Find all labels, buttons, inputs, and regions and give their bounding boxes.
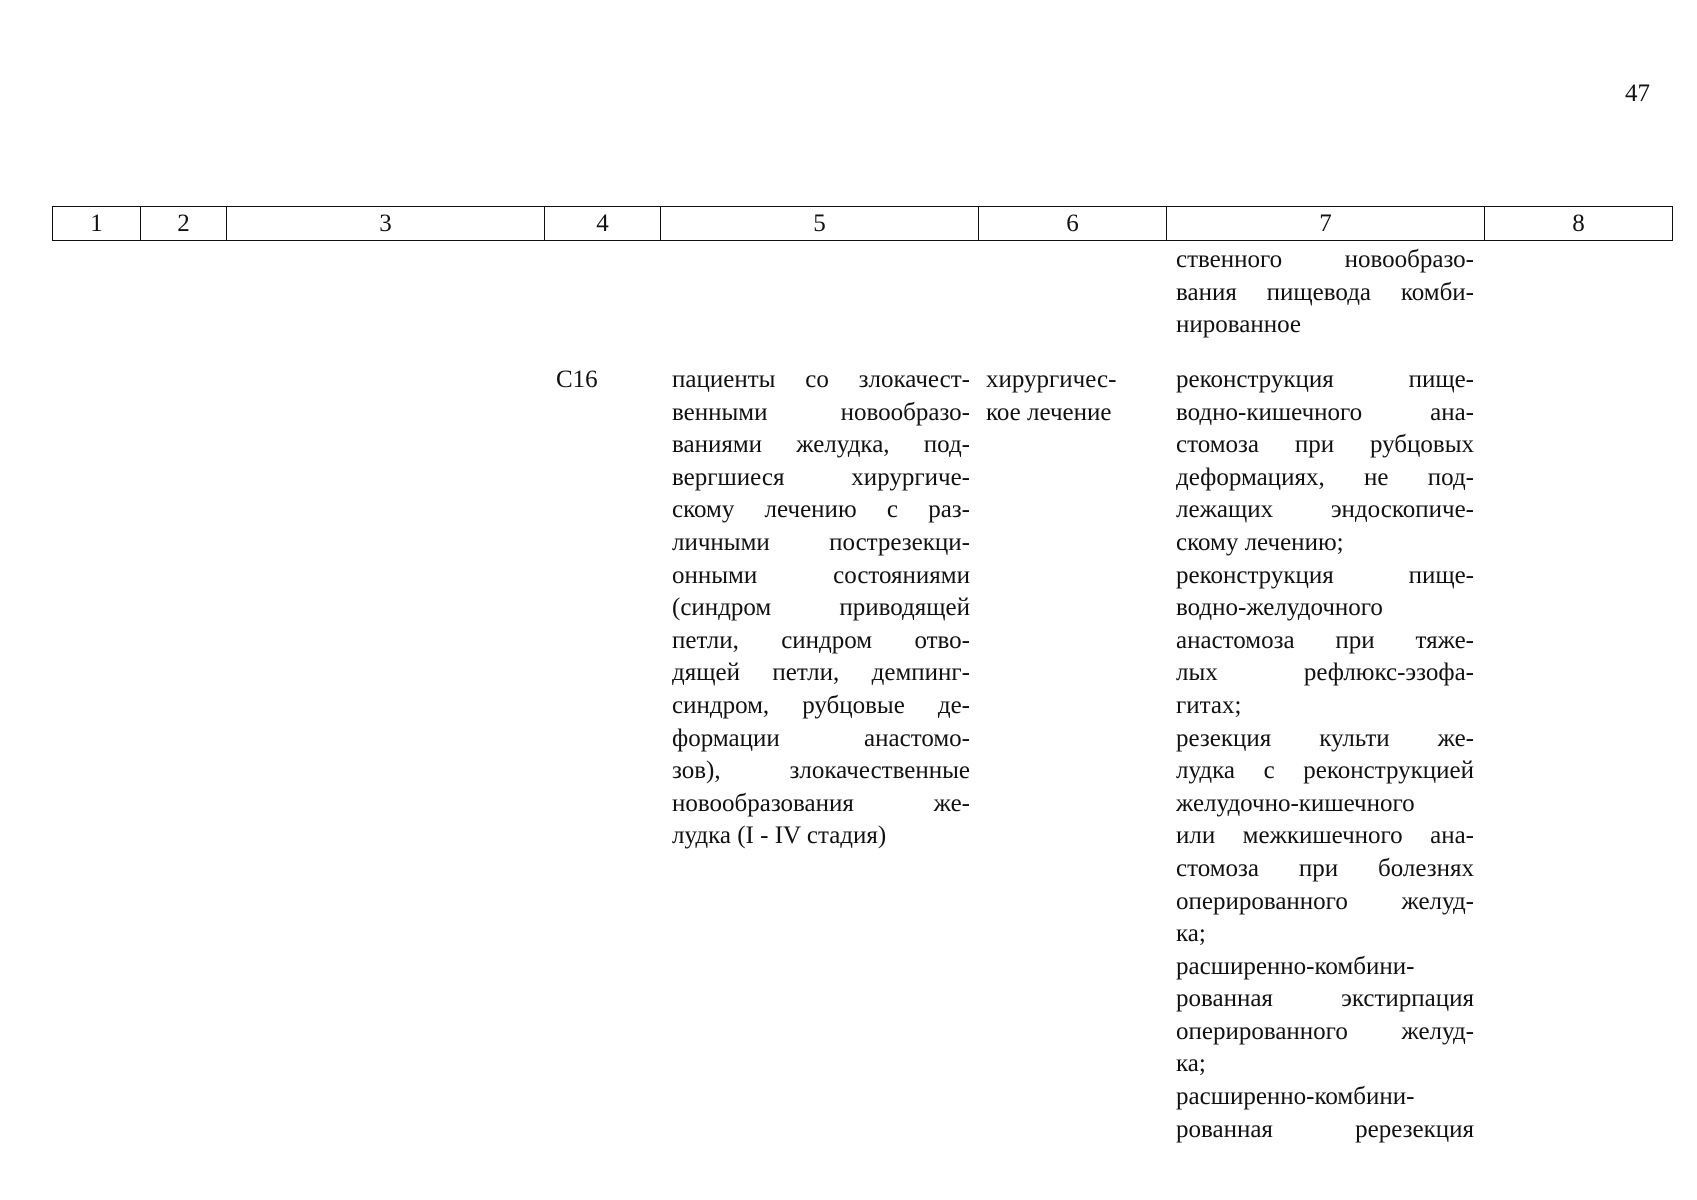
- text-line: оперированного желуд-: [1176, 1017, 1474, 1045]
- column-header-3: 3: [227, 207, 545, 241]
- text-line: венными новообразо-: [672, 398, 970, 426]
- text-line: пациенты со злокачест-: [672, 366, 970, 393]
- column-header-table: [52, 206, 1673, 241]
- text-line: петли, синдром отво-: [672, 626, 970, 654]
- text-line: реконструкция пище-: [1176, 366, 1474, 393]
- text-line: или межкишечного ана-: [1176, 822, 1474, 850]
- text-line: расширенно-комбини-: [1176, 952, 1415, 980]
- text-line: стомоза при болезнях: [1176, 854, 1474, 882]
- text-line: стомоза при рубцовых: [1176, 431, 1474, 459]
- column-header-4: 4: [545, 207, 661, 241]
- text-line: онными состояниями: [672, 561, 970, 589]
- treatment-type-text: [986, 364, 1166, 429]
- text-line: синдром, рубцовые де-: [672, 691, 970, 719]
- text-line: водно-желудочного: [1176, 594, 1383, 622]
- text-line: скому лечению;: [1176, 528, 1344, 556]
- text-line: анастомоза при тяже-: [1176, 626, 1474, 654]
- text-line: зов), злокачественные: [672, 757, 970, 785]
- text-line: реконструкция пище-: [1176, 561, 1474, 589]
- page-number: 47: [1625, 80, 1650, 107]
- text-line: вергшиеся хирургиче-: [672, 463, 970, 491]
- treatment-method-text: [1176, 364, 1474, 1146]
- column-header-6: 6: [979, 207, 1167, 241]
- text-line: желудочно-кишечного: [1176, 789, 1415, 817]
- text-line: формации анастомо-: [672, 724, 970, 752]
- text-line: вания пищевода комби-: [1176, 278, 1474, 306]
- column-header-7: 7: [1167, 207, 1485, 241]
- column-header-8: 8: [1485, 207, 1673, 241]
- patient-model-text: [672, 364, 970, 853]
- text-line: гитах;: [1176, 691, 1242, 719]
- text-line: ка;: [1176, 1050, 1206, 1078]
- text-line: лежащих эндоскопиче-: [1176, 496, 1474, 524]
- text-line: кое лечение: [986, 398, 1112, 426]
- text-line: дящей петли, демпинг-: [672, 659, 970, 687]
- text-line: хирургичес-: [986, 366, 1117, 393]
- text-line: новообразования же-: [672, 789, 970, 817]
- text-line: лудка с реконструкцией: [1176, 757, 1474, 785]
- column-header-row: [53, 207, 1673, 241]
- column-header-2: 2: [141, 207, 227, 241]
- text-line: скому лечению с раз-: [672, 496, 970, 524]
- text-line: рованная экстирпация: [1176, 985, 1474, 1013]
- text-line: ственного новообразо-: [1176, 246, 1474, 273]
- text-line: нированное: [1176, 311, 1301, 339]
- text-line: ваниями желудка, под-: [672, 431, 970, 459]
- text-line: деформациях, не под-: [1176, 463, 1474, 491]
- text-line: (синдром приводящей: [672, 594, 970, 622]
- text-line: лых рефлюкс-эзофа-: [1176, 659, 1474, 687]
- diagnosis-code: C16: [556, 366, 598, 393]
- text-line: расширенно-комбини-: [1176, 1083, 1415, 1111]
- text-line: лудка (I - IV стадия): [672, 822, 887, 850]
- text-line: водно-кишечного ана-: [1176, 398, 1474, 426]
- text-line: ка;: [1176, 920, 1206, 948]
- text-line: резекция культи же-: [1176, 724, 1474, 752]
- text-line: оперированного желуд-: [1176, 887, 1474, 915]
- text-line: рованная ререзекция: [1176, 1115, 1474, 1143]
- column-header-5: 5: [661, 207, 979, 241]
- text-line: личными пострезекци-: [672, 528, 970, 556]
- continued-method-text: [1176, 244, 1474, 342]
- column-header-1: 1: [53, 207, 141, 241]
